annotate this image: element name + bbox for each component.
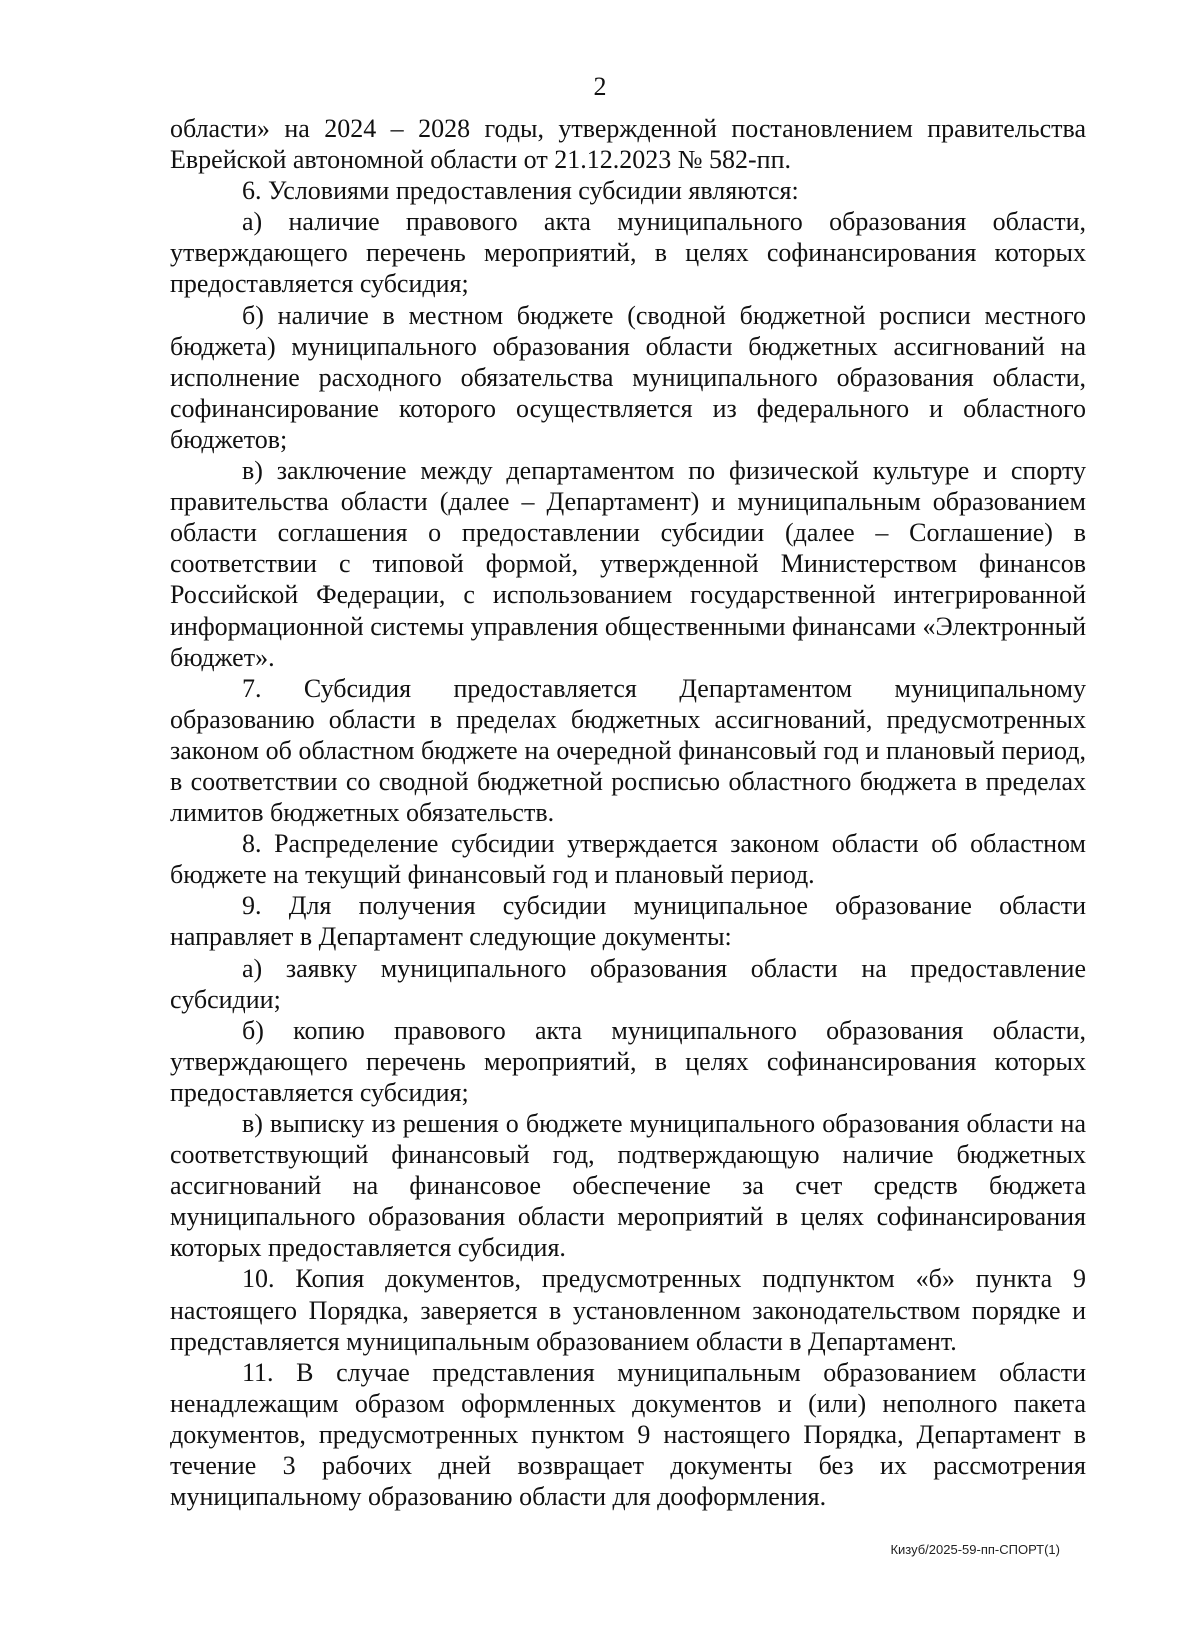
paragraph-9b: б) копию правового акта муниципального образования области, утверждающего перечень мероприятий, в целях софинансирования которых предоставляется субсидия; bbox=[170, 1015, 1086, 1107]
paragraph-6a: а) наличие правового акта муниципального образования области, утверждающего перечень мероприятий, в целях софинансирования которых предоставляется субсидия; bbox=[170, 207, 1086, 299]
paragraph-6c: в) заключение между департаментом по физической культуре и спорту правительства области (далее – Департамент) и муниципальным образованием области соглашения о предоставлении субсидии (далее – Соглашение) в соответствии с типовой формой, утвержденной Министерством финансов Российской Федерации, с использованием государственной интегрированной информационной системы управления общественными финансами «Электронный бюджет». bbox=[170, 456, 1086, 672]
paragraph-6: 6. Условиями предоставления субсидии являются: bbox=[242, 176, 799, 206]
paragraph-9a: а) заявку муниципального образования области на предоставление субсидии; bbox=[170, 953, 1086, 1014]
document-code: Кизуб/2025-59-пп-СПОРТ(1) bbox=[890, 1542, 1060, 1557]
paragraph-7: 7. Субсидия предоставляется Департаментом муниципальному образованию области в пределах бюджетных ассигнований, предусмотренных законом об областном бюджете на очередной финансовый год и плановый период, в соответствии со сводной бюджетной росписью областного бюджета в пределах лимитов бюджетных обязательств. bbox=[170, 673, 1086, 828]
paragraph-continuation: области» на 2024 – 2028 годы, утвержденной постановлением правительства Еврейской автономной области от 21.12.2023 № 582-пп. bbox=[170, 114, 1086, 175]
document-body bbox=[170, 113, 1086, 1512]
paragraph-6b: б) наличие в местном бюджете (сводной бюджетной росписи местного бюджета) муниципального образования области бюджетных ассигнований на исполнение расходного обязательства муниципального образования области, софинансирование которого осуществляется из федерального и областного бюджетов; bbox=[170, 300, 1086, 454]
paragraph-9c: в) выписку из решения о бюджете муниципального образования области на соответствующий финансовый год, подтверждающую наличие бюджетных ассигнований на финансовое обеспечение за счет средств бюджета муниципального образования области мероприятий в целях софинансирования которых предоставляется субсидия. bbox=[170, 1109, 1086, 1263]
paragraph-11: 11. В случае представления муниципальным образованием области ненадлежащим образом оформленных документов и (или) неполного пакета документов, предусмотренных пунктом 9 настоящего Порядка, Департамент в течение 3 рабочих дней возвращает документы без их рассмотрения муниципальному образованию области для дооформления. bbox=[170, 1357, 1086, 1512]
page-number: 2 bbox=[593, 72, 607, 101]
paragraph-9: 9. Для получения субсидии муниципальное образование области направляет в Департамент следующие документы: bbox=[170, 891, 1086, 952]
paragraph-10: 10. Копия документов, предусмотренных подпунктом «б» пункта 9 настоящего Порядка, заверяется в установленном законодательством порядке и представляется муниципальным образованием области в Департамент. bbox=[170, 1264, 1086, 1356]
paragraph-8: 8. Распределение субсидии утверждается законом области об областном бюджете на текущий финансовый год и плановый период. bbox=[170, 829, 1086, 890]
